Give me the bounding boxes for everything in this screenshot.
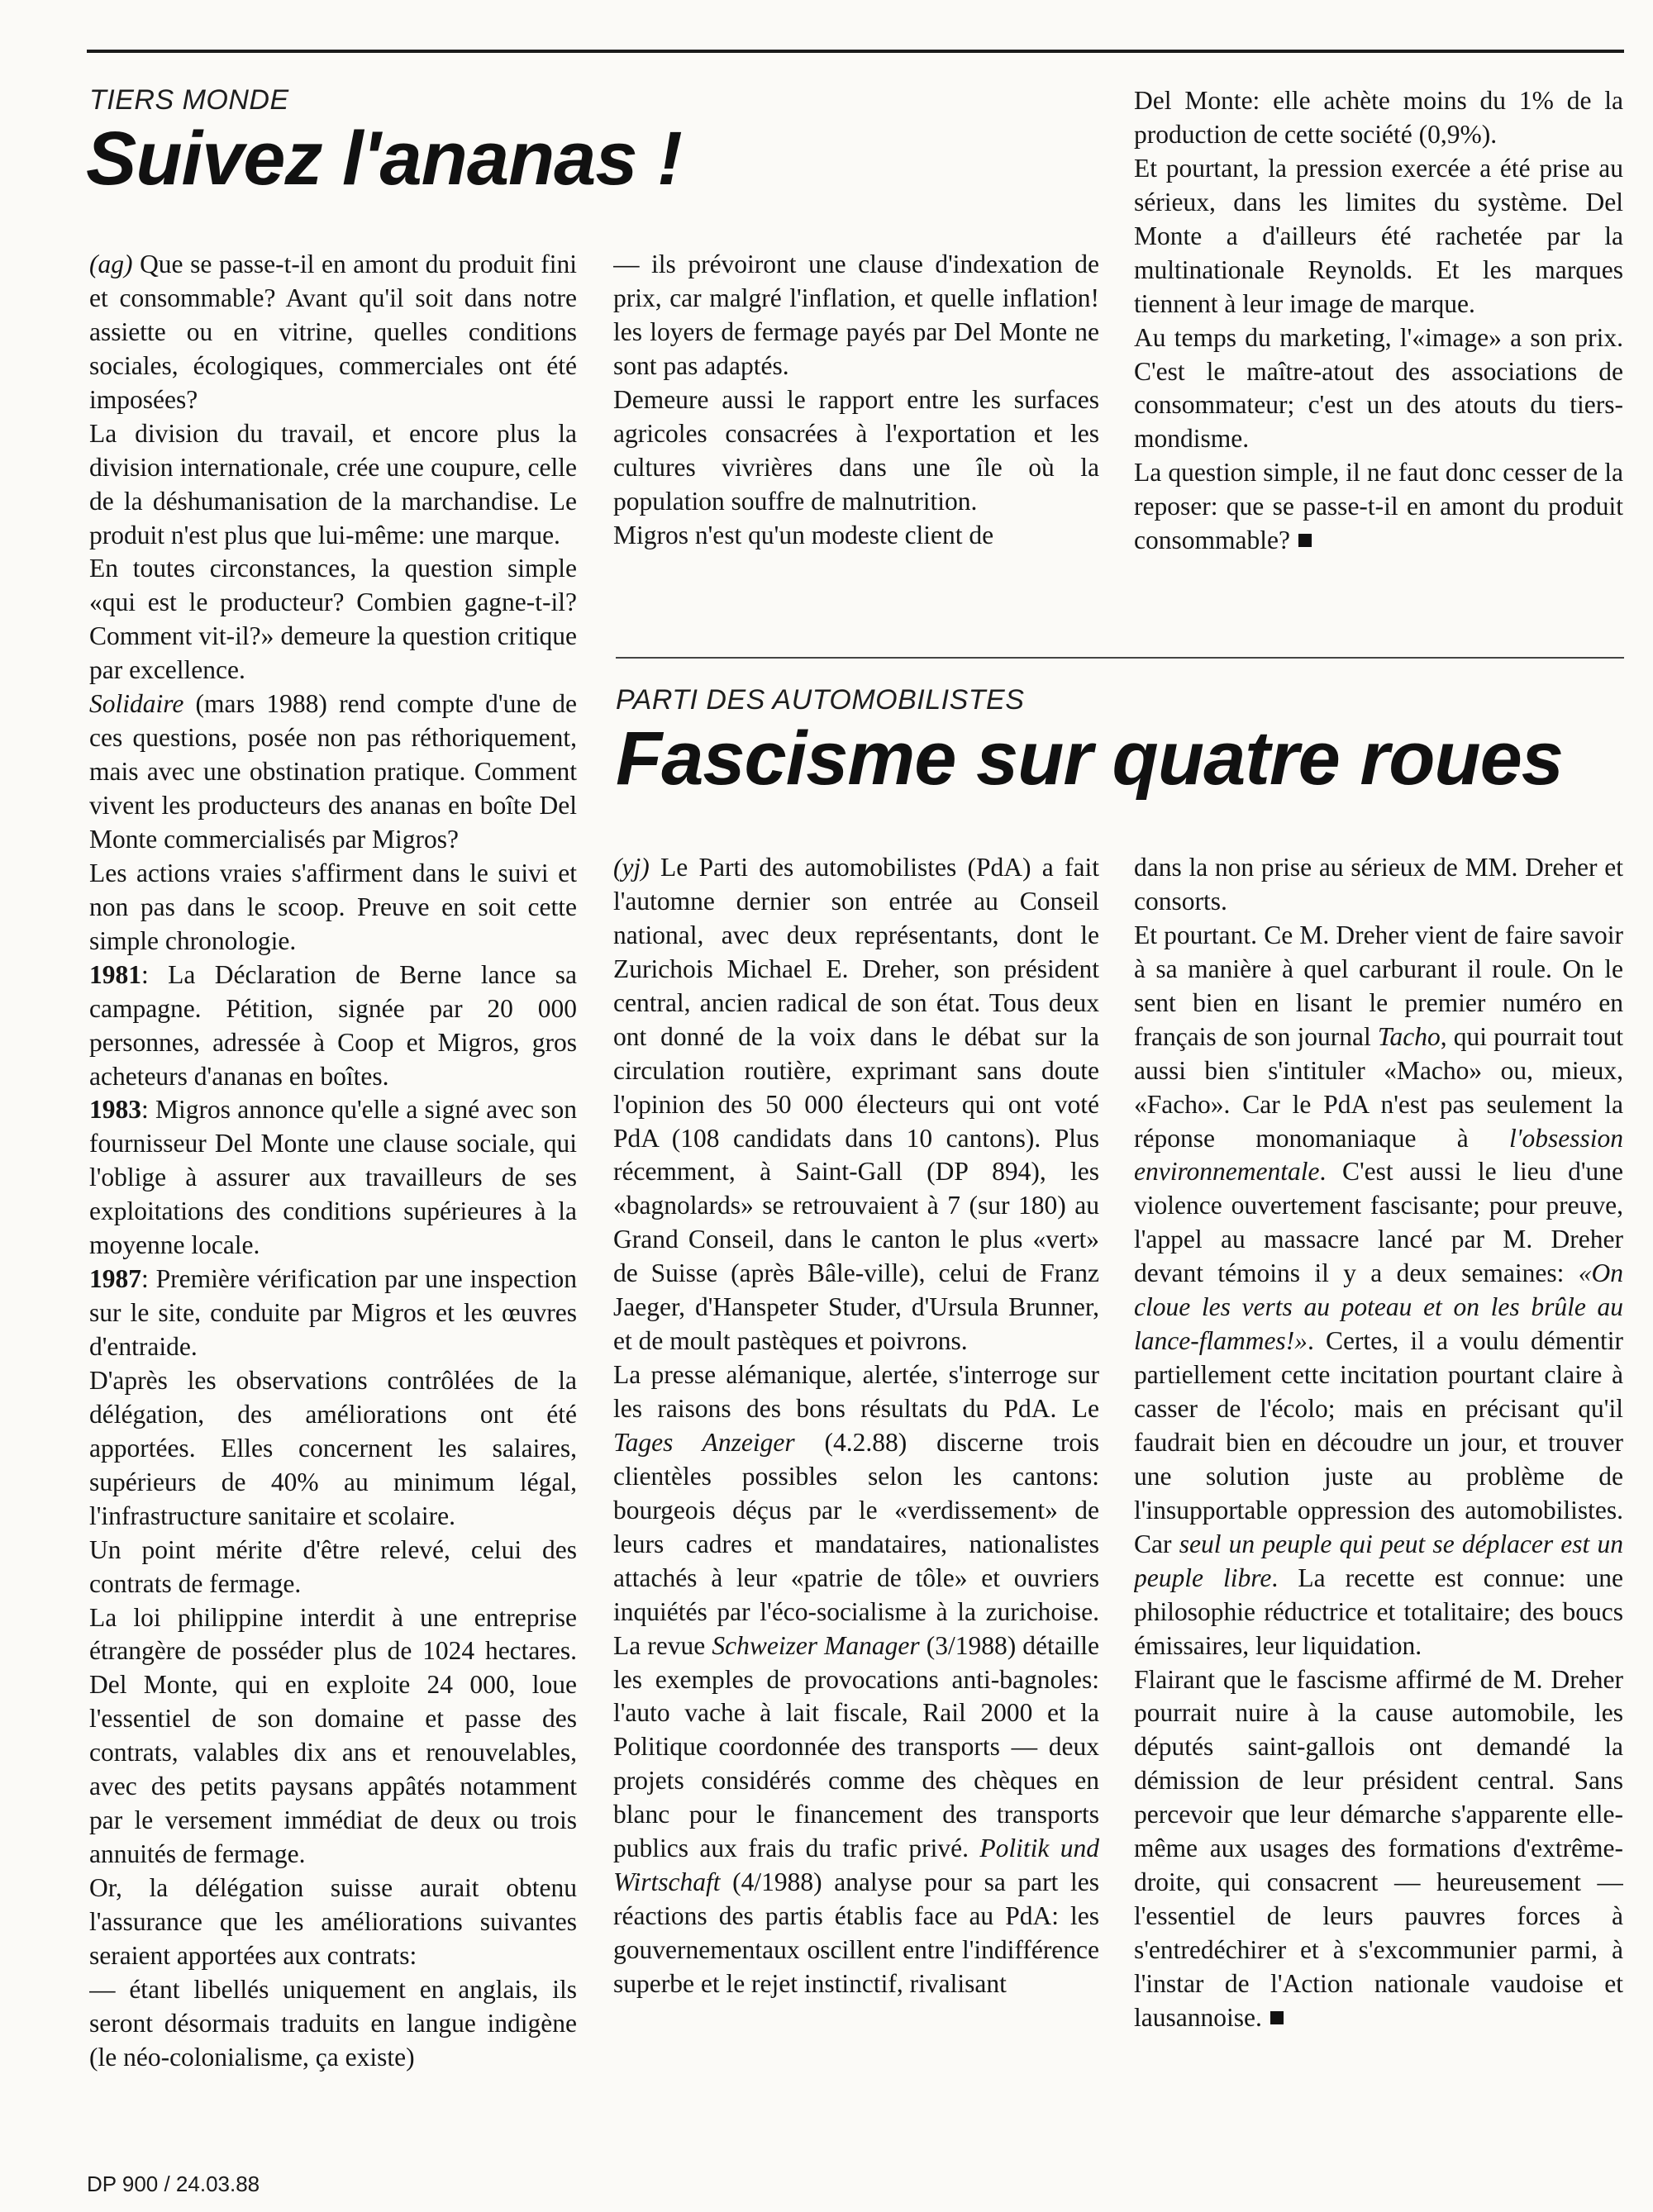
end-mark-icon — [1298, 534, 1312, 547]
article2-title: Fascisme sur quatre roues — [616, 716, 1563, 801]
paragraph: dans la non prise au sérieux de MM. Dreher et consorts. — [1134, 853, 1623, 916]
paragraph: 1987: Première vérification par une inspection sur le site, conduite par Migros et les œuvres d'entraide. — [89, 1264, 577, 1361]
paragraph: 1983: Migros annonce qu'elle a signé avec son fournisseur Del Monte une clause sociale, qui l'oblige à assurer aux travailleurs de ses exploitations des conditions supérieures à la moyenne locale. — [89, 1095, 577, 1260]
article1-column-1 — [89, 248, 577, 2148]
paragraph: La question simple, il ne faut donc cesser de la reposer: que se passe-t-il en amont du produit consommable? — [1134, 458, 1623, 555]
paragraph: D'après les observations contrôlées de la délégation, des améliorations ont été apportées. Elles concernent les salaires, supérieurs de 40% au minimum légal, l'infrastructure sanitaire et scolaire. — [89, 1365, 577, 1530]
paragraph: — ils prévoiront une clause d'indexation de prix, car malgré l'inflation, et quelle inflation! les loyers de fermage payés par Del Monte ne sont pas adaptés. — [613, 250, 1099, 380]
paragraph: En toutes circonstances, la question simple «qui est le producteur? Combien gagne-t-il? Comment vit-il?» demeure la question critique par excellence. — [89, 554, 577, 685]
paragraph: Flairant que le fascisme affirmé de M. Dreher pourrait nuire à la cause automobile, les députés saint-gallois ont demandé la démission de leur président central. Sans percevoir que leur démarche s'apparente elle-même aux usages des formations d'extrême-droite, qui consacrent — heureusement — l'essentiel de leurs pauvres forces à s'entredéchirer et à s'excommunier parmi, à l'instar de l'Action nationale vaudoise et lausannoise. — [1134, 1664, 1623, 2032]
paragraph: La division du travail, et encore plus la division internationale, crée une coupure, celle de la déshumanisation de la marchandise. Le produit n'est plus que lui-même: une marque. — [89, 418, 577, 549]
article1-title: Suivez l'ananas ! — [86, 117, 682, 201]
paragraph: Or, la délégation suisse aurait obtenu l'assurance que les améliorations suivantes seraient apportées aux contrats: — [89, 1873, 577, 1970]
end-mark-icon — [1270, 2011, 1284, 2024]
paragraph: Au temps du marketing, l'«image» a son prix. C'est le maître-atout des associations de consommateur; c'est un des atouts du tiers-mondisme. — [1134, 322, 1623, 454]
paragraph: Demeure aussi le rapport entre les surfaces agricoles consacrées à l'exportation et les cultures vivrières dans une île où la population souffre de malnutrition. — [613, 384, 1099, 516]
paragraph: Migros n'est qu'un modeste client de — [613, 520, 994, 549]
paragraph: Et pourtant, la pression exercée a été prise au sérieux, dans les limites du système. Del Monte a d'ailleurs été rachetée par la multinationale Reynolds. Et les marques tiennent à leur image de marque. — [1134, 153, 1623, 318]
paragraph: Del Monte: elle achète moins du 1% de la production de cette société (0,9%). — [1134, 86, 1623, 149]
article2-column-2 — [1134, 851, 1623, 2140]
paragraph: Et pourtant. Ce M. Dreher vient de faire savoir à sa manière à quel carburant il roule. On le sent bien en lisant le premier numéro en français de son journal Tacho, qui pourrait tout aussi bien s'intituler «Macho» ou, mieux, «Facho». Car le PdA n'est pas seulement la réponse monomaniaque à l'obsession environnementale. C'est aussi le lieu d'une violence ouvertement fascisante; pour preuve, l'appel au massacre lancé par M. Dreher devant témoins il y a deux semaines: «On cloue les verts au poteau et on les brûle au lance-flammes!». Certes, il a voulu démentir partiellement cette incitation pourtant claire à casser de l'écolo; mais en précisant qu'il faudrait bien en découdre un jour, et trouver une solution juste au problème de l'insupportable oppression des automobilistes. Car seul un peuple qui peut se déplacer est un peuple libre. La recette est connue: une philosophie réductrice et totalitaire; des boucs émissaires, leur liquidation. — [1134, 920, 1623, 1660]
paragraph: La presse alémanique, alertée, s'interroge sur les raisons des bons résultats du PdA. Le Tages Anzeiger (4.2.88) discerne trois clientèles possibles selon les cantons: bourgeois déçus par le «verdissement» de leurs cadres et mandataires, nationalistes attachés à leur «patrie de tôle» et ouvriers inquiétés par l'éco-socialisme à la zurichoise. La revue Schweizer Manager (3/1988) détaille les exemples de provocations anti-bagnoles: l'auto vache à lait fiscale, Rail 2000 et la Politique coordonnée des transports — deux projets considérés comme des chèques en blanc pour le financement des transports publics aux frais du trafic privé. Politik und Wirtschaft (4/1988) analyse pour sa part les réactions des partis établis face au PdA: les gouvernementaux oscillent entre l'indifférence superbe et le rejet instinctif, rivalisant — [613, 1360, 1099, 1998]
article1-column-3 — [1134, 84, 1623, 613]
paragraph: (yj) Le Parti des automobilistes (PdA) a fait l'automne dernier son entrée au Conseil national, avec deux représentants, dont le Zurichois Michael E. Dreher, son président central, ancien radical de son état. Tous deux ont donné de la voix dans le débat sur la circulation routière, exprimant sans doute l'opinion des 50 000 électeurs qui ont voté PdA (108 candidats dans 10 cantons). Plus récemment, à Saint-Gall (DP 894), les «bagnolards» se retrouvaient à 7 (sur 180) au Grand Conseil, dans le canton le plus «vert» de Suisse (après Bâle-ville), celui de Franz Jaeger, d'Hanspeter Studer, d'Ursula Brunner, et de moult pastèques et poivrons. — [613, 853, 1099, 1356]
top-rule — [87, 50, 1624, 53]
paragraph: — étant libellés uniquement en anglais, ils seront désormais traduits en langue indigène (le néo-colonialisme, ça existe) — [89, 1974, 577, 2072]
paragraph: (ag) Que se passe-t-il en amont du produit fini et consommable? Avant qu'il soit dans notre assiette ou en vitrine, quelles conditions sociales, écologiques, commerciales ont été imposées? — [89, 250, 577, 414]
paragraph: Les actions vraies s'affirment dans le suivi et non pas dans le scoop. Preuve en soit cette simple chronologie. — [89, 858, 577, 955]
paragraph: La loi philippine interdit à une entreprise étrangère de posséder plus de 1024 hectares. Del Monte, qui en exploite 24 000, loue l'essentiel de son domaine et passe des contrats, valables dix ans et renouvelables, avec des petits paysans appâtés notamment par le versement immédiat de deux ou trois annuités de fermage. — [89, 1602, 577, 1869]
paragraph: 1981: La Déclaration de Berne lance sa campagne. Pétition, signée par 20 000 personnes, adressée à Coop et Migros, gros acheteurs d'ananas en boîtes. — [89, 959, 577, 1091]
page-footer: DP 900 / 24.03.88 — [87, 2172, 260, 2196]
paragraph: Un point mérite d'être relevé, celui des contrats de fermage. — [89, 1534, 577, 1598]
article1-kicker: TIERS MONDE — [89, 84, 289, 116]
article2-column-1 — [613, 851, 1099, 2140]
article1-column-2 — [613, 248, 1099, 595]
article2-kicker: PARTI DES AUTOMOBILISTES — [616, 684, 1025, 716]
section-divider — [616, 657, 1624, 659]
paragraph: Solidaire (mars 1988) rend compte d'une de ces questions, posée non pas réthoriquement, mais avec une obstination pratique. Comment vivent les producteurs des ananas en boîte Del Monte commercialisés par Migros? — [89, 689, 577, 854]
